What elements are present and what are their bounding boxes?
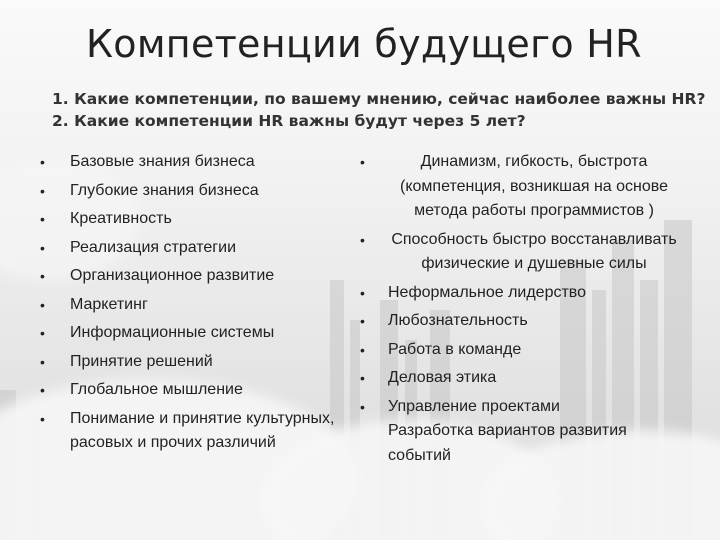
list-item: • Базовые знания бизнеса [40, 150, 340, 175]
bullet-icon: • [40, 296, 45, 313]
question-1: 1. Какие компетенции, по вашему мнению, сейчас наиболее важны HR? [52, 90, 706, 108]
list-item: • Креативность [40, 207, 340, 232]
questions-block [52, 88, 712, 132]
list-item: • Организационное развитие [40, 264, 340, 289]
bullet-icon: • [360, 154, 365, 170]
bullet-icon: • [360, 313, 365, 329]
list-item: • Глубокие знания бизнеса [40, 179, 340, 204]
future-competencies-list [360, 150, 680, 472]
list-item: • Неформальное лидерство [360, 281, 680, 306]
list-item: • Информационные системы [40, 321, 340, 346]
list-item-continuation: Разработка вариантов развития событий [388, 422, 627, 464]
current-competencies-list [40, 150, 340, 460]
bullet-icon: • [40, 410, 45, 427]
bullet-icon: • [40, 182, 45, 199]
list-item: • Деловая этика [360, 366, 680, 391]
list-item: • Принятие решений [40, 350, 340, 375]
bullet-icon: • [40, 154, 45, 170]
bullet-icon: • [360, 341, 365, 358]
bullet-icon: • [360, 231, 365, 248]
bullet-icon: • [360, 398, 365, 415]
bullet-icon: • [40, 353, 45, 370]
list-item: • Способность быстро восстанавливать физические и душевные силы [360, 228, 680, 277]
bullet-icon: • [360, 370, 365, 386]
list-item: • Любознательность [360, 309, 680, 334]
bullet-icon: • [40, 268, 45, 284]
bullet-icon: • [360, 284, 365, 301]
bullet-icon: • [40, 239, 45, 256]
list-item: • Глобальное мышление [40, 378, 340, 403]
bullet-icon: • [40, 325, 45, 341]
list-item: • Работа в команде [360, 338, 680, 363]
bullet-icon: • [40, 211, 45, 227]
question-2: 2. Какие компетенции HR важны будут через 5 лет? [52, 112, 526, 130]
list-item: • Управление проектами [360, 395, 680, 420]
slide-title: Компетенции будущего HR [86, 22, 642, 66]
bullet-icon: • [40, 382, 45, 398]
list-item: • Реализация стратегии [40, 236, 340, 261]
list-item: • Понимание и принятие культурных, расовых и прочих различий [40, 407, 340, 456]
list-item: • Динамизм, гибкость, быстрота (компетенция, возникшая на основе метода работы программистов ) [360, 150, 680, 224]
list-item: • Маркетинг [40, 293, 340, 318]
